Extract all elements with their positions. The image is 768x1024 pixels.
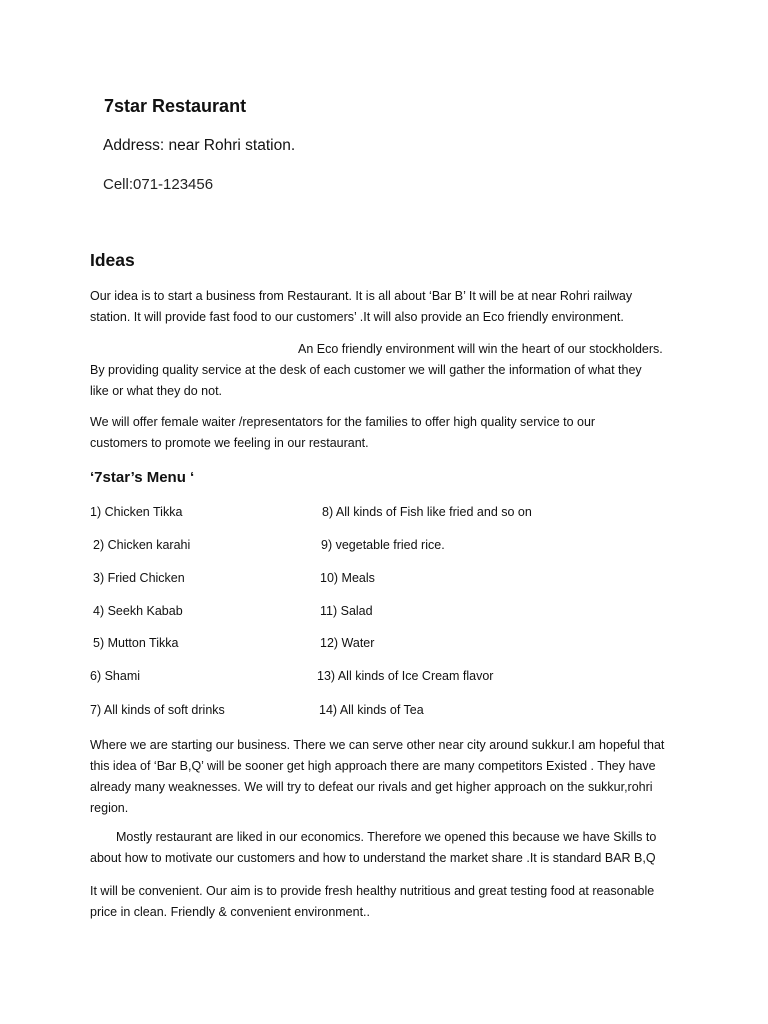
closing-paragraph-2: [90, 827, 690, 869]
ideas-paragraph-1: [90, 286, 690, 328]
menu-item: 7) All kinds of soft drinks: [90, 703, 225, 717]
restaurant-cell: Cell:071-123456: [103, 176, 214, 193]
menu-item: 6) Shami: [90, 669, 141, 683]
paragraph-line: It will be convenient. Our aim is to provide fresh healthy nutritious and great testing food at reasonable: [90, 884, 655, 898]
paragraph-line: station. It will provide fast food to our customers’ .It will also provide an Eco friendly environment.: [90, 310, 624, 324]
paragraph-line: price in clean. Friendly & convenient environment..: [90, 905, 371, 919]
ideas-heading: Ideas: [90, 250, 135, 270]
paragraph-line: Where we are starting our business. There we can serve other near city around sukkur.I am hopeful that: [90, 738, 665, 752]
restaurant-title: 7star Restaurant: [104, 96, 247, 116]
paragraph-line: customers to promote we feeling in our restaurant.: [90, 436, 369, 450]
menu-item: 2) Chicken karahi: [93, 538, 191, 552]
paragraph-line: Mostly restaurant are liked in our economics. Therefore we opened this because we have Skills to: [116, 830, 657, 844]
menu-item: 5) Mutton Tikka: [93, 636, 179, 650]
paragraph-line: already many weaknesses. We will try to defeat our rivals and get higher approach on the sukkur,rohri: [90, 780, 653, 794]
menu-item: 11) Salad: [320, 604, 373, 618]
paragraph-line: this idea of ‘Bar B,Q’ will be sooner get high approach there are many competitors Existed . They have: [90, 759, 656, 773]
paragraph-line: Our idea is to start a business from Restaurant. It is all about ‘Bar B’ It will be at near Rohri railway: [90, 289, 633, 303]
menu-heading: ‘7star’s Menu ‘: [90, 469, 195, 486]
paragraph-line: like or what they do not.: [90, 384, 223, 398]
menu-item: 14) All kinds of Tea: [319, 703, 424, 717]
paragraph-line: By providing quality service at the desk of each customer we will gather the information of what they: [90, 363, 642, 377]
menu-item: 13) All kinds of Ice Cream flavor: [317, 669, 494, 683]
closing-paragraph-3: [90, 881, 690, 923]
menu-item: 1) Chicken Tikka: [90, 505, 183, 519]
menu-item: 4) Seekh Kabab: [93, 604, 183, 618]
closing-paragraph-1: [90, 735, 690, 819]
paragraph-line: region.: [90, 801, 129, 815]
menu-item: 12) Water: [320, 636, 375, 650]
ideas-paragraph-3: [90, 412, 690, 454]
menu-item: 9) vegetable fried rice.: [321, 538, 445, 552]
menu-item: 8) All kinds of Fish like fried and so on: [322, 505, 532, 519]
menu-item: 3) Fried Chicken: [93, 571, 185, 585]
menu-item: 10) Meals: [320, 571, 375, 585]
ideas-paragraph-2: [90, 339, 690, 402]
restaurant-address: Address: near Rohri station.: [103, 137, 296, 154]
paragraph-line: An Eco friendly environment will win the heart of our stockholders.: [298, 342, 663, 356]
paragraph-line: about how to motivate our customers and how to understand the market share .It is standard BAR B,Q: [90, 851, 656, 865]
paragraph-line: We will offer female waiter /representators for the families to offer high quality service to our: [90, 415, 596, 429]
